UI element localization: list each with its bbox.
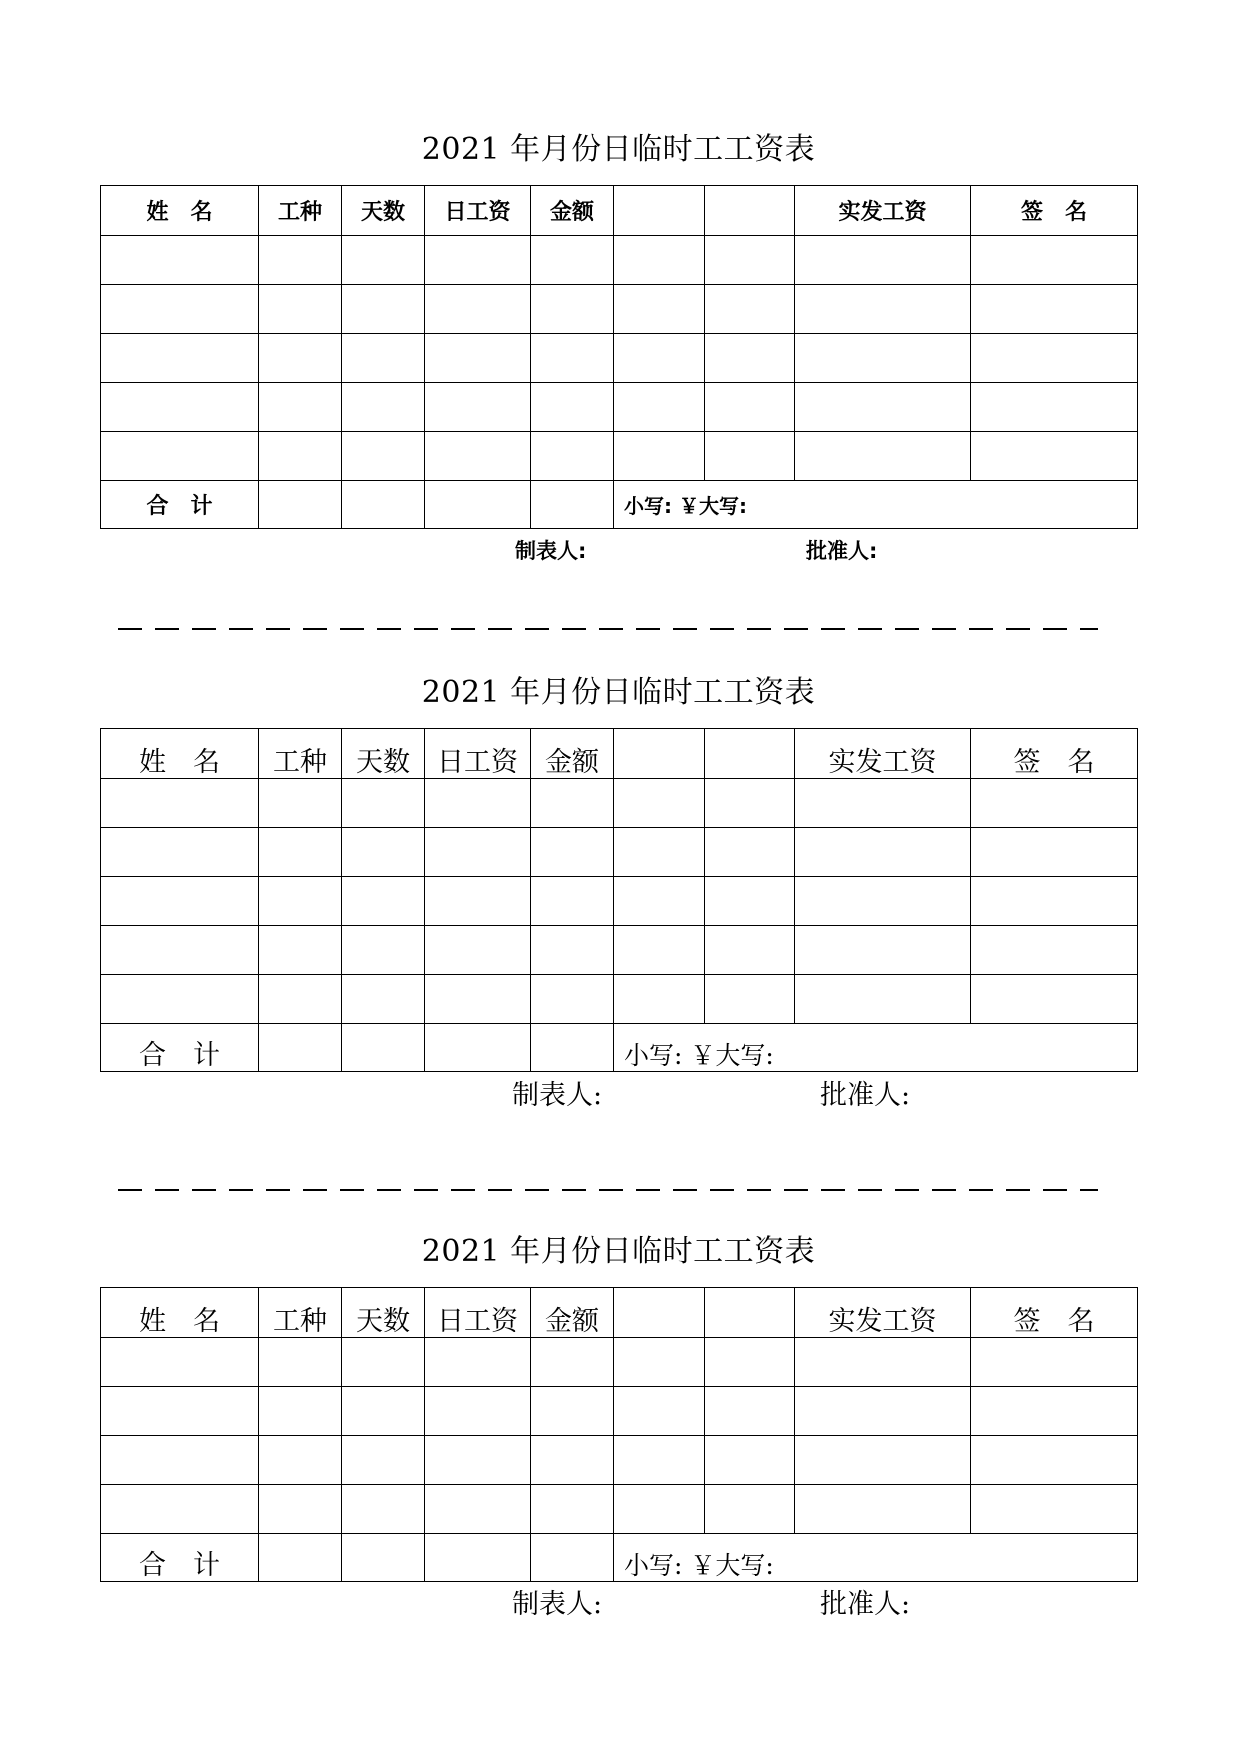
cell-signature[interactable] [971,1485,1138,1534]
cell-net-pay[interactable] [795,432,971,481]
header-days: 天数 [342,186,425,236]
cell-blank-2[interactable] [705,926,795,975]
cell-name[interactable] [101,432,259,481]
cell-days[interactable] [342,1436,425,1485]
form-title: 2021 年月份日临时工工资表 [421,675,816,710]
cell-name[interactable] [101,779,259,828]
total-job-type[interactable] [259,1024,342,1072]
table-row [101,926,1138,975]
total-amount-words[interactable]: 小写: ￥大写: [614,1024,1138,1072]
cell-job-type[interactable] [259,236,342,285]
cell-net-pay[interactable] [795,383,971,432]
cell-name[interactable] [101,926,259,975]
cell-blank-2[interactable] [705,1485,795,1534]
cell-blank-2[interactable] [705,1436,795,1485]
cell-amount[interactable] [531,334,614,383]
cell-job-type[interactable] [259,877,342,926]
header-blank-1 [614,1288,705,1338]
cell-blank-1[interactable] [614,975,705,1024]
cell-job-type[interactable] [259,1387,342,1436]
cell-blank-2[interactable] [705,1387,795,1436]
cell-job-type[interactable] [259,779,342,828]
header-daily-wage: 日工资 [425,729,531,779]
cell-daily-wage[interactable] [425,926,531,975]
total-days[interactable] [342,1534,425,1582]
cell-signature[interactable] [971,236,1138,285]
total-daily-wage[interactable] [425,1534,531,1582]
header-row [101,1288,1138,1338]
cell-blank-2[interactable] [705,334,795,383]
total-amount-cell[interactable] [531,1024,614,1072]
total-days[interactable] [342,481,425,529]
table-row [101,334,1138,383]
cell-blank-1[interactable] [614,285,705,334]
header-blank-2 [705,729,795,779]
cell-amount[interactable] [531,779,614,828]
cell-amount[interactable] [531,1436,614,1485]
cell-name[interactable] [101,877,259,926]
cell-signature[interactable] [971,926,1138,975]
cut-line [118,1189,1098,1191]
cell-days[interactable] [342,236,425,285]
total-amount-words[interactable]: 小写: ￥大写: [614,481,1138,529]
maker-label: 制表人: [515,539,587,563]
header-amount: 金额 [531,729,614,779]
cell-amount[interactable] [531,1485,614,1534]
header-blank-2 [705,1288,795,1338]
header-row [101,186,1138,236]
cell-days[interactable] [342,877,425,926]
total-daily-wage[interactable] [425,1024,531,1072]
total-amount-cell[interactable] [531,1534,614,1582]
cell-job-type[interactable] [259,926,342,975]
cell-days[interactable] [342,828,425,877]
cell-name[interactable] [101,1338,259,1387]
signer-row [100,1073,1137,1113]
total-row [101,481,1138,529]
total-row [101,1024,1138,1072]
cell-net-pay[interactable] [795,926,971,975]
total-job-type[interactable] [259,481,342,529]
cell-blank-2[interactable] [705,877,795,926]
header-blank-1 [614,186,705,236]
cell-amount[interactable] [531,383,614,432]
cell-job-type[interactable] [259,285,342,334]
cell-blank-1[interactable] [614,334,705,383]
cell-net-pay[interactable] [795,779,971,828]
table-row [101,432,1138,481]
cell-job-type[interactable] [259,383,342,432]
cell-daily-wage[interactable] [425,1387,531,1436]
cell-job-type[interactable] [259,1485,342,1534]
total-amount-cell[interactable] [531,481,614,529]
header-blank-2 [705,186,795,236]
cell-daily-wage[interactable] [425,1338,531,1387]
cell-amount[interactable] [531,877,614,926]
cell-blank-1[interactable] [614,383,705,432]
cell-daily-wage[interactable] [425,285,531,334]
cell-daily-wage[interactable] [425,828,531,877]
approver-label: 批准人: [820,1080,911,1111]
cell-days[interactable] [342,383,425,432]
cell-name[interactable] [101,334,259,383]
cell-net-pay[interactable] [795,1387,971,1436]
cell-blank-2[interactable] [705,779,795,828]
cell-days[interactable] [342,779,425,828]
cell-name[interactable] [101,236,259,285]
table-row [101,828,1138,877]
cell-blank-2[interactable] [705,285,795,334]
cell-daily-wage[interactable] [425,334,531,383]
table-row [101,1436,1138,1485]
maker-label: 制表人: [512,1080,603,1111]
cell-days[interactable] [342,285,425,334]
total-days[interactable] [342,1024,425,1072]
cell-blank-2[interactable] [705,432,795,481]
cell-name[interactable] [101,383,259,432]
signer-row [100,1582,1137,1622]
cell-net-pay[interactable] [795,1338,971,1387]
maker-label: 制表人: [512,1589,603,1620]
wage-form-1 [100,130,1137,563]
header-amount: 金额 [531,186,614,236]
cell-amount[interactable] [531,975,614,1024]
wage-form-3 [100,1232,1137,1620]
cut-line [118,628,1098,630]
cell-job-type[interactable] [259,432,342,481]
form-title: 2021 年月份日临时工工资表 [421,1234,816,1269]
cell-blank-1[interactable] [614,1338,705,1387]
header-name: 姓 名 [101,186,259,236]
cell-blank-1[interactable] [614,877,705,926]
header-net-pay: 实发工资 [795,729,971,779]
header-job-type: 工种 [259,186,342,236]
cell-blank-2[interactable] [705,383,795,432]
cell-blank-1[interactable] [614,1387,705,1436]
cell-daily-wage[interactable] [425,975,531,1024]
cell-name[interactable] [101,828,259,877]
cell-blank-2[interactable] [705,1338,795,1387]
cell-job-type[interactable] [259,334,342,383]
cell-amount[interactable] [531,1338,614,1387]
cell-days[interactable] [342,1387,425,1436]
cell-net-pay[interactable] [795,1485,971,1534]
cell-signature[interactable] [971,285,1138,334]
cell-blank-1[interactable] [614,1436,705,1485]
header-amount: 金额 [531,1288,614,1338]
form-title: 2021 年月份日临时工工资表 [421,132,816,167]
cell-signature[interactable] [971,1338,1138,1387]
header-signature: 签 名 [971,186,1138,236]
cell-name[interactable] [101,1387,259,1436]
cell-blank-1[interactable] [614,432,705,481]
cell-amount[interactable] [531,828,614,877]
header-name: 姓 名 [101,729,259,779]
cell-signature[interactable] [971,877,1138,926]
header-signature: 签 名 [971,1288,1138,1338]
table-row [101,383,1138,432]
header-daily-wage: 日工资 [425,1288,531,1338]
cell-net-pay[interactable] [795,1436,971,1485]
cell-blank-1[interactable] [614,236,705,285]
cell-blank-2[interactable] [705,975,795,1024]
header-net-pay: 实发工资 [795,186,971,236]
cell-amount[interactable] [531,432,614,481]
cell-name[interactable] [101,285,259,334]
approver-label: 批准人: [820,1589,911,1620]
cell-blank-2[interactable] [705,828,795,877]
approver-label: 批准人: [806,539,878,563]
cell-blank-1[interactable] [614,1485,705,1534]
header-signature: 签 名 [971,729,1138,779]
cell-job-type[interactable] [259,1436,342,1485]
cell-daily-wage[interactable] [425,779,531,828]
total-label: 合 计 [101,481,259,529]
cell-blank-1[interactable] [614,926,705,975]
cell-daily-wage[interactable] [425,877,531,926]
cell-job-type[interactable] [259,1338,342,1387]
table-row [101,285,1138,334]
total-label: 合 计 [101,1534,259,1582]
signer-row [100,535,1137,575]
cell-daily-wage[interactable] [425,383,531,432]
total-row [101,1534,1138,1582]
header-days: 天数 [342,729,425,779]
table-row [101,1387,1138,1436]
cell-name[interactable] [101,1436,259,1485]
cell-amount[interactable] [531,285,614,334]
wage-table [100,728,1138,1072]
cell-signature[interactable] [971,334,1138,383]
cell-net-pay[interactable] [795,828,971,877]
wage-table [100,1287,1138,1582]
cell-net-pay[interactable] [795,285,971,334]
total-label: 合 计 [101,1024,259,1072]
cell-signature[interactable] [971,432,1138,481]
total-job-type[interactable] [259,1534,342,1582]
cell-net-pay[interactable] [795,877,971,926]
cell-daily-wage[interactable] [425,1436,531,1485]
cell-signature[interactable] [971,828,1138,877]
cell-days[interactable] [342,432,425,481]
header-job-type: 工种 [259,729,342,779]
cell-name[interactable] [101,975,259,1024]
header-row [101,729,1138,779]
cell-days[interactable] [342,975,425,1024]
header-name: 姓 名 [101,1288,259,1338]
cell-signature[interactable] [971,1436,1138,1485]
cell-signature[interactable] [971,1387,1138,1436]
cell-amount[interactable] [531,236,614,285]
cell-amount[interactable] [531,926,614,975]
cell-signature[interactable] [971,779,1138,828]
header-net-pay: 实发工资 [795,1288,971,1338]
cell-daily-wage[interactable] [425,236,531,285]
header-job-type: 工种 [259,1288,342,1338]
cell-blank-1[interactable] [614,779,705,828]
cell-daily-wage[interactable] [425,1485,531,1534]
cell-job-type[interactable] [259,828,342,877]
cell-days[interactable] [342,334,425,383]
cell-signature[interactable] [971,383,1138,432]
cell-days[interactable] [342,926,425,975]
cell-net-pay[interactable] [795,236,971,285]
total-amount-words[interactable]: 小写: ￥大写: [614,1534,1138,1582]
cell-daily-wage[interactable] [425,432,531,481]
cell-blank-2[interactable] [705,236,795,285]
header-blank-1 [614,729,705,779]
cell-net-pay[interactable] [795,334,971,383]
total-daily-wage[interactable] [425,481,531,529]
table-row [101,1338,1138,1387]
table-row [101,975,1138,1024]
wage-form-2 [100,673,1137,1111]
cell-days[interactable] [342,1485,425,1534]
table-row [101,877,1138,926]
table-row [101,1485,1138,1534]
cell-days[interactable] [342,1338,425,1387]
cell-name[interactable] [101,1485,259,1534]
cell-signature[interactable] [971,975,1138,1024]
table-row [101,236,1138,285]
wage-table [100,185,1138,529]
header-days: 天数 [342,1288,425,1338]
table-row [101,779,1138,828]
cell-amount[interactable] [531,1387,614,1436]
cell-blank-1[interactable] [614,828,705,877]
cell-net-pay[interactable] [795,975,971,1024]
cell-job-type[interactable] [259,975,342,1024]
header-daily-wage: 日工资 [425,186,531,236]
